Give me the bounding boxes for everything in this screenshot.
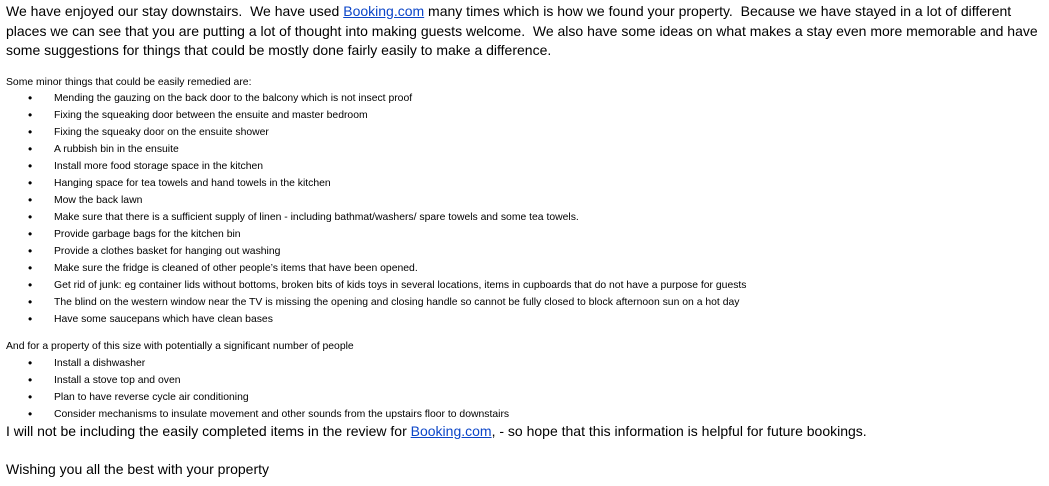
bullet: • [28, 91, 33, 105]
bullet: • [28, 108, 33, 122]
bullet: • [28, 227, 33, 241]
list-item: • Make sure that there is a sufficient supply of linen - including bathmat/washers/ spare towels and some tea towels. [28, 210, 579, 224]
list-item: • Provide a clothes basket for hanging out washing [28, 244, 281, 258]
list-item: • Provide garbage bags for the kitchen bin [28, 227, 241, 241]
bullet: • [28, 176, 33, 190]
list-item: • Plan to have reverse cycle air conditioning [28, 390, 249, 404]
bullet: • [28, 244, 33, 258]
list-item: • Fixing the squeaky door on the ensuite shower [28, 125, 269, 139]
list-item: • Hanging space for tea towels and hand towels in the kitchen [28, 176, 331, 190]
list-item: • A rubbish bin in the ensuite [28, 142, 179, 156]
signoff: Wishing you all the best with your property [6, 461, 270, 477]
bullet: • [28, 142, 33, 156]
booking-link[interactable]: Booking.com [410, 423, 492, 439]
list-item: • Make sure the fridge is cleaned of other people’s items that have been opened. [28, 261, 418, 275]
bullet: • [28, 261, 33, 275]
bullet: • [28, 295, 33, 309]
major-heading: And for a property of this size with potentially a significant number of people [6, 341, 354, 352]
list-item: • Fixing the squeaking door between the ensuite and master bedroom [28, 108, 368, 122]
minor-list [0, 90, 747, 328]
bullet: • [28, 159, 33, 173]
list-item: • The blind on the western window near the TV is missing the opening and closing handle so cannot be fully closed to block afternoon sun on a hot day [28, 295, 740, 309]
bullet: • [28, 356, 33, 370]
list-item: • Have some saucepans which have clean bases [28, 312, 273, 326]
list-item: • Install more food storage space in the kitchen [28, 159, 264, 173]
bullet: • [28, 278, 33, 292]
intro-text-1: We have enjoyed our stay downstairs. We have used [6, 3, 344, 19]
list-item: • Get rid of junk: eg container lids without bottoms, broken bits of kids toys in several locations, items in cupboards that do not have a purpose for guests [28, 278, 747, 292]
bullet: • [28, 373, 33, 387]
closing-text-1: I will not be including the easily completed items in the review for [6, 423, 411, 439]
bullet: • [28, 390, 33, 404]
bullet: • [28, 193, 33, 207]
bullet: • [28, 312, 33, 326]
major-list [0, 355, 509, 423]
list-item: • Mending the gauzing on the back door to the balcony which is not insect proof [28, 91, 413, 105]
bullet: • [28, 407, 33, 421]
list-item: • Consider mechanisms to insulate movement and other sounds from the upstairs floor to downstairs [28, 407, 510, 421]
bullet: • [28, 125, 33, 139]
list-item: • Install a stove top and oven [28, 373, 181, 387]
intro-text-2: many times which is how we found your property. Because we have stayed in a lot of different places we can see that you are putting a lot of thought into making guests welcome. We also have some ideas on what makes a stay even more memorable and have some suggestions for things that could be mostly done fairly easily to make a difference. [6, 3, 1042, 58]
intro-paragraph [6, 2, 1046, 61]
bullet: • [28, 210, 33, 224]
list-item: • Install a dishwasher [28, 356, 146, 370]
minor-heading: Some minor things that could be easily remedied are: [6, 77, 252, 88]
booking-link[interactable]: Booking.com [343, 3, 425, 19]
list-item: • Mow the back lawn [28, 193, 143, 207]
closing-text-2: , - so hope that this information is helpful for future bookings. [491, 423, 867, 439]
closing-paragraph [6, 422, 1046, 442]
